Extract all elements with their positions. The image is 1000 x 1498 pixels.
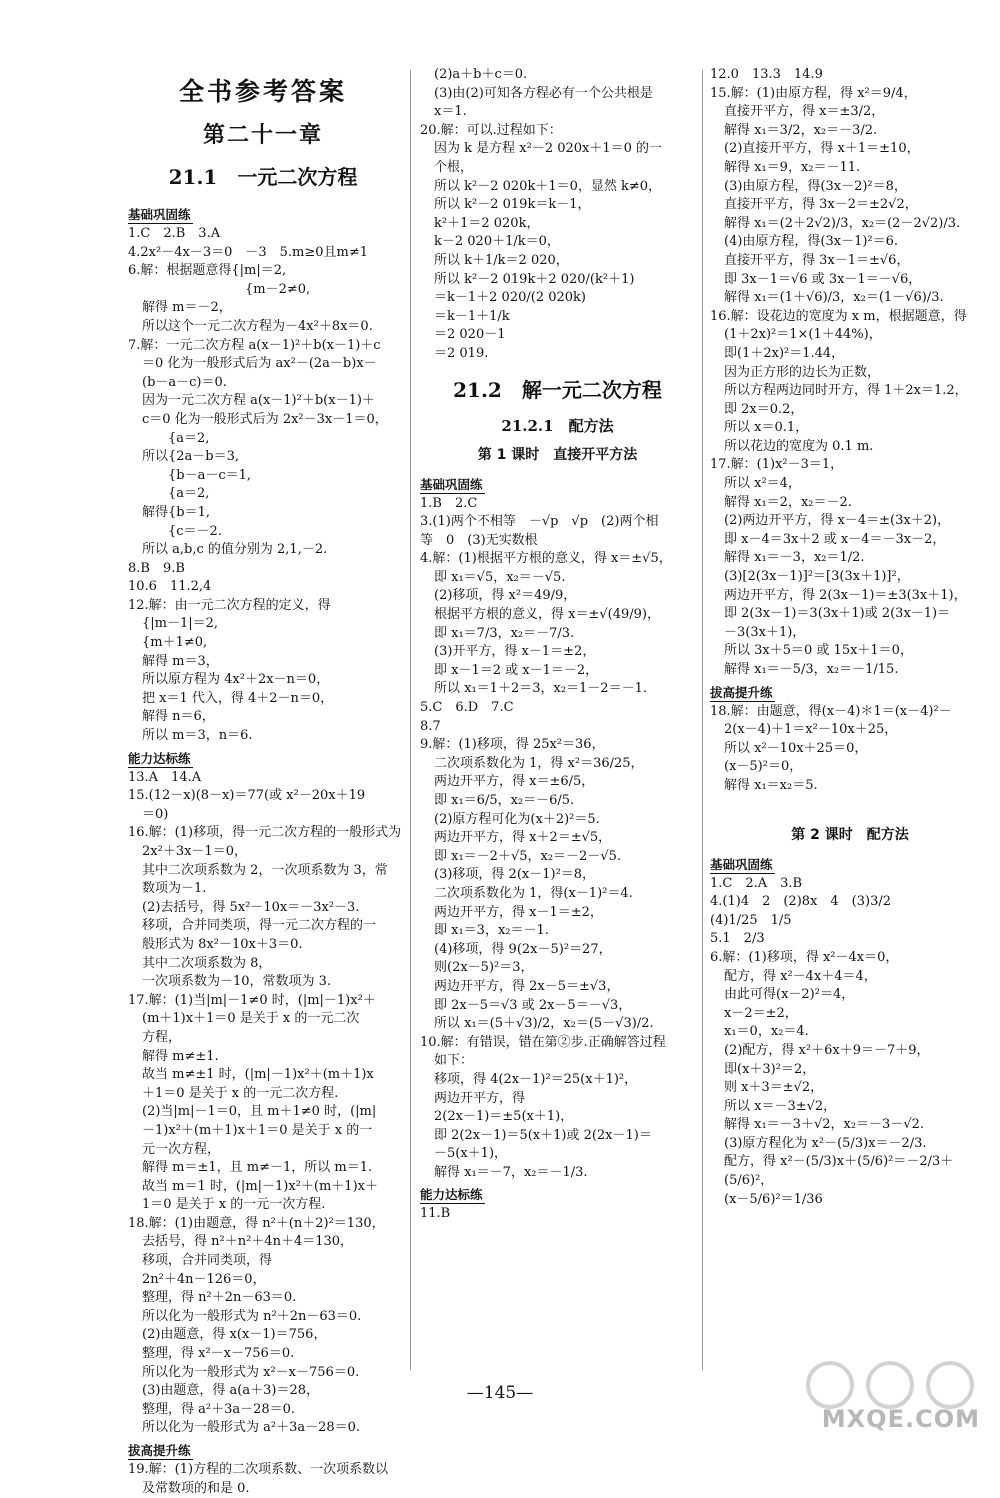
answer-line: 故当 m≠±1 时，(|m|－1)x²＋(m＋1)x (142, 1067, 374, 1083)
answer-line: 16.解：设花边的宽度为 x m，根据题意，得 (710, 308, 967, 324)
answer-line: 4.2x²－4x－3＝0 －3 5.m≥0且m≠1 (128, 244, 369, 260)
answer-line: (2)直接开平方，得 x＋1＝±10， (724, 141, 920, 157)
answer-line: 2x²＋3x－1＝0， (142, 844, 247, 859)
watermark-text: MXQE.COM (821, 1405, 980, 1433)
answer-line: 10.6 11.2,4 (128, 579, 212, 595)
answer-line: (3)开平方，得 x－1＝±2， (434, 644, 596, 660)
answer-line: 12.解：由一元二次方程的定义，得 (128, 597, 331, 613)
answer-line: (4)由原方程，得(3x－1)²＝6. (724, 234, 899, 250)
answer-line: 移项，合并同类项，得 (142, 1253, 273, 1269)
answer-line: (3)由原方程，得(3x－2)²＝8， (724, 178, 907, 194)
answer-line: 所以 x＝－3±√2， (724, 1098, 837, 1114)
answer-line: 解得 x₁＝(2＋2√2)/3，x₂＝(2－2√2)/3. (724, 215, 961, 231)
answer-line: 两边开平方，得 2x－5＝±√3， (434, 978, 620, 994)
answer-line: 即 3x－1＝√6 或 3x－1＝－√6， (724, 271, 922, 287)
answer-line: 所以原方程为 4x²＋2x－n＝0， (142, 672, 330, 688)
answer-line: (2)当|m|－1＝0，且 m＋1≠0 时，(|m| (142, 1104, 377, 1120)
answer-line: 所以 x₁＝(5＋√3)/2，x₂＝(5－√3)/2. (434, 1016, 654, 1032)
answer-line: 所以 k²－2 019k＝k－1， (434, 197, 591, 213)
answer-line: 其中二次项系数为 8， (142, 955, 272, 971)
answer-line: 1＝0 是关于 x 的一元一次方程. (142, 1197, 326, 1213)
answer-line: 等 0 (3)无实数根 (420, 532, 538, 548)
spacer (710, 796, 990, 822)
answer-line: 12.0 13.3 14.9 (710, 67, 823, 82)
answer-line: 2(2x－1)＝±5(x＋1)， (434, 1109, 574, 1125)
answer-line: 解得 x₁＝2，x₂＝－2. (724, 494, 852, 510)
answer-line: (2)去括号，得 5x²－10x＝－3x²－3. (142, 899, 360, 915)
answer-line: 移项，合并同类项，得一元二次方程的一 (142, 918, 377, 934)
answer-line: 1.C 2.B 3.A (128, 226, 221, 241)
answer-line: 故当 m＝1 时，(|m|－1)x²＋(m＋1)x＋ (142, 1178, 378, 1194)
answer-line: 5.C 6.D 7.C (420, 700, 514, 716)
answer-line: 即 x₁＝7/3，x₂＝－7/3. (434, 625, 575, 641)
answer-line: 解得 x₁＝－3，x₂＝1/2. (724, 550, 865, 566)
answer-line: (3)移项，得 2(x－1)²＝8， (434, 867, 596, 883)
page-number: —145— (466, 1383, 534, 1403)
answer-line: 即 x₁＝√5，x₂＝－√5. (434, 569, 566, 585)
answer-line: －1)x²＋(m＋1)x＋1＝0 是关于 x 的一 (142, 1122, 373, 1138)
answer-line: 解得 x₁＝－5/3，x₂＝－1/15. (724, 662, 899, 677)
answer-line: {b－a－c＝1, (142, 467, 252, 483)
answer-line: 直接开平方，得 3x－1＝±√6， (724, 252, 910, 268)
answer-line: 8.B 9.B (128, 560, 185, 576)
answer-line: (2)由题意，得 x(x－1)＝756， (142, 1327, 327, 1343)
answer-line: 10.解：有错误，错在第②步.正确解答过程 (420, 1034, 666, 1050)
answer-line: 一次项系数为－10，常数项为 3. (142, 974, 332, 990)
exercise-tag: 拔高提升练 (128, 1443, 191, 1458)
answer-line: 整理，得 n²＋2n－63＝0. (142, 1290, 297, 1306)
answer-line: 二次项系数化为 1，得(x－1)²＝4. (434, 885, 633, 901)
answer-line: (3)原方程化为 x²－(5/3)x＝－2/3. (724, 1135, 927, 1151)
answer-line: 因为一元二次方程 a(x－1)²＋b(x－1)＋ (142, 393, 375, 409)
answer-line: x＝1. (434, 104, 467, 120)
answer-line: 20.解：可以.过程如下： (420, 122, 562, 138)
answer-line: 所以化为一般形式为 x²－x－756＝0. (142, 1364, 360, 1380)
answer-line: {a＝2, (142, 486, 210, 502)
answer-line: 则 x＋3＝±√2， (724, 1080, 824, 1096)
answer-line: (m＋1)x＋1＝0 是关于 x 的一元二次 (142, 1011, 360, 1027)
answer-line: 所以方程两边同时开方，得 1＋2x＝1.2， (724, 383, 968, 399)
answer-line: 所以化为一般形式为 a²＋3a－28＝0. (142, 1420, 361, 1436)
answer-line: 2(x－4)＋1＝x²－10x＋25， (724, 722, 898, 738)
answer-line: 19.解：(1)方程的二次项系数、一次项系数以 (128, 1462, 389, 1477)
answer-line: (2)移项，得 x²＝49/9， (434, 588, 577, 604)
answer-line: 方程， (142, 1029, 182, 1045)
answer-line: 解得 m≠±1. (142, 1048, 219, 1064)
answer-line: 移项，得 4(2x－1)²＝25(x＋1)²， (434, 1071, 638, 1087)
answer-line: 解得 x₁＝x₂＝5. (724, 777, 818, 793)
answer-line: 18.解：(1)由题意，得 n²＋(n＋2)²＝130， (128, 1215, 385, 1231)
chapter-title: 第二十一章 (202, 123, 323, 148)
answer-line: 其中二次项系数为 2，一次项系数为 3，常 (142, 862, 388, 878)
answer-line: 所以 m＝3，n＝6. (142, 728, 253, 744)
answer-line: 16.解：(1)移项，得一元二次方程的一般形式为 (128, 825, 402, 841)
section-title: 21.1 一元二次方程 (168, 165, 358, 189)
exercise-tag-row (420, 472, 695, 495)
answer-line: 两边开平方，得 x－1＝±2， (434, 904, 603, 920)
exercise-tag-row (420, 1182, 695, 1205)
answer-line: 解得 x₁＝(1＋√6)/3，x₂＝(1－√6)/3. (724, 290, 944, 306)
answer-line: 解得{b＝1, (142, 504, 210, 520)
subsection-title: 21.2.1 配方法 (501, 416, 614, 435)
answer-line: {m－2≠0, (128, 281, 311, 297)
answer-line: (x－5)²＝0， (724, 759, 803, 775)
answer-line: (4)移项，得 9(2x－5)²＝27， (434, 941, 612, 957)
answer-line: 两边开平方，得 x＋2＝±√5， (434, 830, 612, 846)
answer-line: 所以 3x＋5＝0 或 15x＋1＝0， (724, 643, 913, 659)
answer-line: 所以 k＋1/k＝2 020， (434, 252, 569, 268)
exercise-tag-row (128, 202, 398, 225)
answer-line: 即 2x＝0.2， (724, 401, 804, 417)
answer-line: 元一次方程， (142, 1141, 221, 1157)
answer-line: 如下： (434, 1053, 474, 1069)
answer-line: 1.B 2.C (420, 495, 478, 511)
answer-line: {c＝－2. (142, 523, 222, 539)
answer-line: 即 x₁＝6/5，x₂＝－6/5. (434, 793, 575, 808)
answer-line: 解得 x₁＝－3＋√2，x₂＝－3－√2. (724, 1117, 925, 1133)
answer-line: 4.(1)4 2 (2)8x 4 (3)3/2 (710, 894, 891, 910)
answer-line: 17.解：(1)当|m|－1≠0 时，(|m|－1)x²＋ (128, 992, 376, 1008)
answer-line: 8.7 (420, 718, 441, 734)
answer-line: 所以 a,b,c 的值分别为 2,1,－2. (142, 542, 328, 558)
answer-line: {m＋1≠0, (142, 635, 208, 651)
answer-line: 即 2x－5＝√3 或 2x－5＝－√3， (434, 997, 632, 1013)
answer-line: 解得 n＝6， (142, 709, 215, 725)
answer-line: ＝k－1＋1/k (434, 308, 510, 324)
answer-line: (2)a＋b＋c＝0. (434, 67, 528, 82)
answer-line: 解得 x₁＝3/2，x₂＝－3/2. (724, 122, 878, 138)
section-title: 21.2 解一元二次方程 (453, 377, 662, 402)
answer-line: 把 x＝1 代入，得 4＋2－n＝0， (142, 690, 334, 706)
answer-line: 18.解：由题意，得(x－4)＊1＝(x－4)²－ (710, 703, 952, 719)
answer-line: ＝0) (142, 806, 169, 822)
answer-line: 数项为－1. (142, 881, 207, 897)
answer-line: 13.A 14.A (128, 769, 202, 785)
answer-line: (2)两边开平方，得 x－4＝±(3x＋2)， (724, 513, 951, 529)
column-divider (702, 70, 703, 1370)
answer-line: 个根， (434, 159, 474, 175)
answer-line: x₁＝0，x₂＝4. (724, 1024, 809, 1040)
answer-line: 所以化为一般形式为 n²＋2n－63＝0. (142, 1308, 362, 1324)
answer-line: －5(x＋1)， (434, 1146, 508, 1162)
answer-line: 所以{2a－b＝3, (142, 449, 240, 465)
answer-line: 所以 k²－2 019k＋2 020/(k²＋1) (434, 271, 635, 287)
column-left (128, 66, 402, 1496)
answer-line: k－2 020＋1/k＝0， (434, 234, 560, 250)
answer-line: 两边开平方，得 x＝±6/5， (434, 774, 595, 790)
answer-line: 即 x－1＝2 或 x－1＝－2， (434, 662, 599, 678)
answer-line: 11.B (420, 1206, 451, 1222)
book-title: 全书参考答案 (178, 77, 347, 106)
answer-line: ＋1＝0 是关于 x 的一元二次方程. (142, 1085, 339, 1101)
answer-line: 9.解：(1)移项，得 25x²＝36， (420, 737, 605, 753)
answer-line: (3)[2(3x－1)]²＝[3(3x＋1)]²， (724, 569, 910, 585)
answer-line: 4.解：(1)根据平方根的意义，得 x＝±√5， (420, 551, 672, 567)
answer-line: 即(x＋3)²＝2， (724, 1061, 816, 1077)
answer-line: (x－5/6)²＝1/36 (724, 1191, 823, 1207)
answer-line: 因为正方形的边长为正数， (724, 364, 881, 380)
answer-line: 所以 x²－10x＋25＝0， (724, 740, 868, 756)
answer-line: 5.1 2/3 (710, 931, 765, 947)
answer-line: 1.C 2.A 3.B (710, 875, 803, 891)
answer-line: －3(3x＋1)， (724, 624, 806, 640)
answer-line: 解得 m＝3， (142, 653, 219, 669)
answer-line: 所以 x₁＝1＋2＝3，x₂＝1－2＝－1. (434, 681, 647, 697)
answer-line: 所以这个一元二次方程为－4x²＋8x＝0. (142, 318, 373, 334)
exercise-tag: 能力达标练 (128, 750, 191, 766)
answer-line: ＝k－1＋2 020/(2 020k) (434, 290, 586, 306)
column-divider (410, 70, 411, 1370)
answer-line: 7.解：一元二次方程 a(x－1)²＋b(x－1)＋c (128, 337, 381, 353)
answer-line: 17.解：(1)x²－3＝1， (710, 457, 844, 473)
answer-line: 二次项系数化为 1，得 x²＝36/25， (434, 755, 644, 771)
answer-line: 则(2x－5)²＝3， (434, 960, 534, 976)
answer-line: 即 2(3x－1)＝3(3x＋1)或 2(3x－1)＝ (724, 606, 951, 622)
answer-line: (1＋2x)²＝1×(1＋44%)， (724, 327, 882, 343)
exercise-tag: 基础巩固练 (128, 207, 191, 222)
answer-line: {a＝2, (142, 430, 210, 446)
answer-line: (5/6)²， (724, 1173, 774, 1189)
column-middle (420, 66, 695, 1371)
answer-line: 两边开平方，得 (434, 1090, 526, 1106)
exercise-tag-row (710, 680, 990, 703)
answer-line: x－2＝±2， (724, 1005, 798, 1021)
answer-line: 即 x₁＝3，x₂＝－1. (434, 923, 549, 939)
answer-line: 所以 x²＝4， (724, 476, 801, 492)
answer-line: (2)原方程可化为(x＋2)²＝5. (434, 811, 600, 827)
answer-line: 3.(1)两个不相等 －√p √p (2)两个相 (420, 514, 659, 530)
answer-line: 两边开平方，得 2(3x－1)＝±3(3x＋1)， (724, 587, 967, 603)
answer-line: 15.(12－x)(8－x)＝77(或 x²－20x＋19 (128, 788, 366, 804)
exercise-tag: 能力达标练 (420, 1187, 483, 1203)
exercise-tag-row (128, 1438, 398, 1461)
answer-line: 及常数项的和是 0. (142, 1480, 250, 1496)
lesson-title: 第 2 课时 配方法 (791, 826, 909, 843)
answer-line: ＝2 020－1 (434, 327, 506, 343)
answer-line: 6.解：(1)移项，得 x²－4x＝0， (710, 949, 899, 965)
answer-line: k²＋1＝2 020k， (434, 215, 540, 231)
answer-line: (2)配方，得 x²＋6x＋9＝－7＋9， (724, 1042, 930, 1058)
answer-line: 因为 k 是方程 x²－2 020x＋1＝0 的一 (434, 141, 663, 157)
answer-line: c＝0 化为一般形式后为 2x²－3x－1＝0， (142, 411, 388, 427)
answer-line: (4)1/25 1/5 (710, 912, 792, 928)
answer-line: 即 x－4＝3x＋2 或 x－4＝－3x－2， (724, 531, 946, 547)
answer-line: 整理，得 a²＋3a－28＝0. (142, 1401, 296, 1417)
answer-line: 配方，得 x²－4x＋4＝4， (724, 968, 877, 984)
answer-line: 根据平方根的意义，得 x＝±√(49/9)， (434, 607, 660, 623)
column-right (710, 66, 990, 1371)
answer-line: {|m－1|＝2, (142, 616, 219, 632)
exercise-tag-row (128, 746, 398, 769)
exercise-tag: 基础巩固练 (710, 856, 773, 872)
answer-line: 所以花边的宽度为 0.1 m. (724, 438, 874, 454)
answer-line: 由此可得(x－2)²＝4， (724, 987, 855, 1003)
answer-line: 即(1＋2x)²＝1.44， (724, 345, 845, 361)
answer-line: 6.解：根据题意得{|m|＝2, (128, 263, 287, 279)
answer-line: (3)由题意，得 a(a＋3)＝28， (142, 1383, 320, 1399)
answer-line: (b－a－c)＝0. (142, 374, 227, 390)
answer-line: ＝2 019. (434, 345, 489, 361)
exercise-tag: 拔高提升练 (710, 684, 773, 700)
answer-line: ＝0 化为一般形式后为 ax²－(2a－b)x－ (142, 356, 377, 372)
answer-line: 去括号，得 n²＋n²＋4n＋4＝130， (142, 1234, 354, 1250)
answer-line: 15.解：(1)由原方程，得 x²＝9/4， (710, 85, 917, 101)
answer-line: 直接开平方，得 3x－2＝±2√2， (724, 197, 918, 213)
answer-line: 解得 m＝－2， (142, 300, 232, 316)
answer-line: 所以 x＝0.1， (724, 420, 809, 436)
answer-line: 2n²＋4n－126＝0， (142, 1271, 266, 1287)
answer-line: 解得 x₁＝9，x₂＝－11. (724, 159, 861, 175)
exercise-tag: 基础巩固练 (420, 476, 483, 492)
lesson-title: 第 1 课时 直接开平方法 (477, 446, 638, 463)
answer-line: 所以 k²－2 020k＋1＝0，显然 k≠0， (434, 178, 662, 194)
answer-line: 般形式为 8x²－10x＋3＝0. (142, 936, 303, 952)
answer-line: 解得 x₁＝－7，x₂＝－1/3. (434, 1164, 588, 1180)
answer-line: 即 2(2x－1)＝5(x＋1)或 2(2x－1)＝ (434, 1127, 652, 1143)
answer-line: 即 x₁＝－2＋√5，x₂＝－2－√5. (434, 848, 622, 864)
answer-line: 整理，得 x²－x－756＝0. (142, 1346, 295, 1362)
exercise-tag-row (710, 852, 990, 875)
answer-line: 配方，得 x²－(5/3)x＋(5/6)²＝－2/3＋ (724, 1154, 954, 1170)
answer-line: 解得 m＝±1，且 m≠－1，所以 m＝1. (142, 1160, 373, 1176)
answer-line: 直接开平方，得 x＝±3/2， (724, 104, 885, 120)
answer-line: (3)由(2)可知各方程必有一个公共根是 (434, 85, 653, 101)
